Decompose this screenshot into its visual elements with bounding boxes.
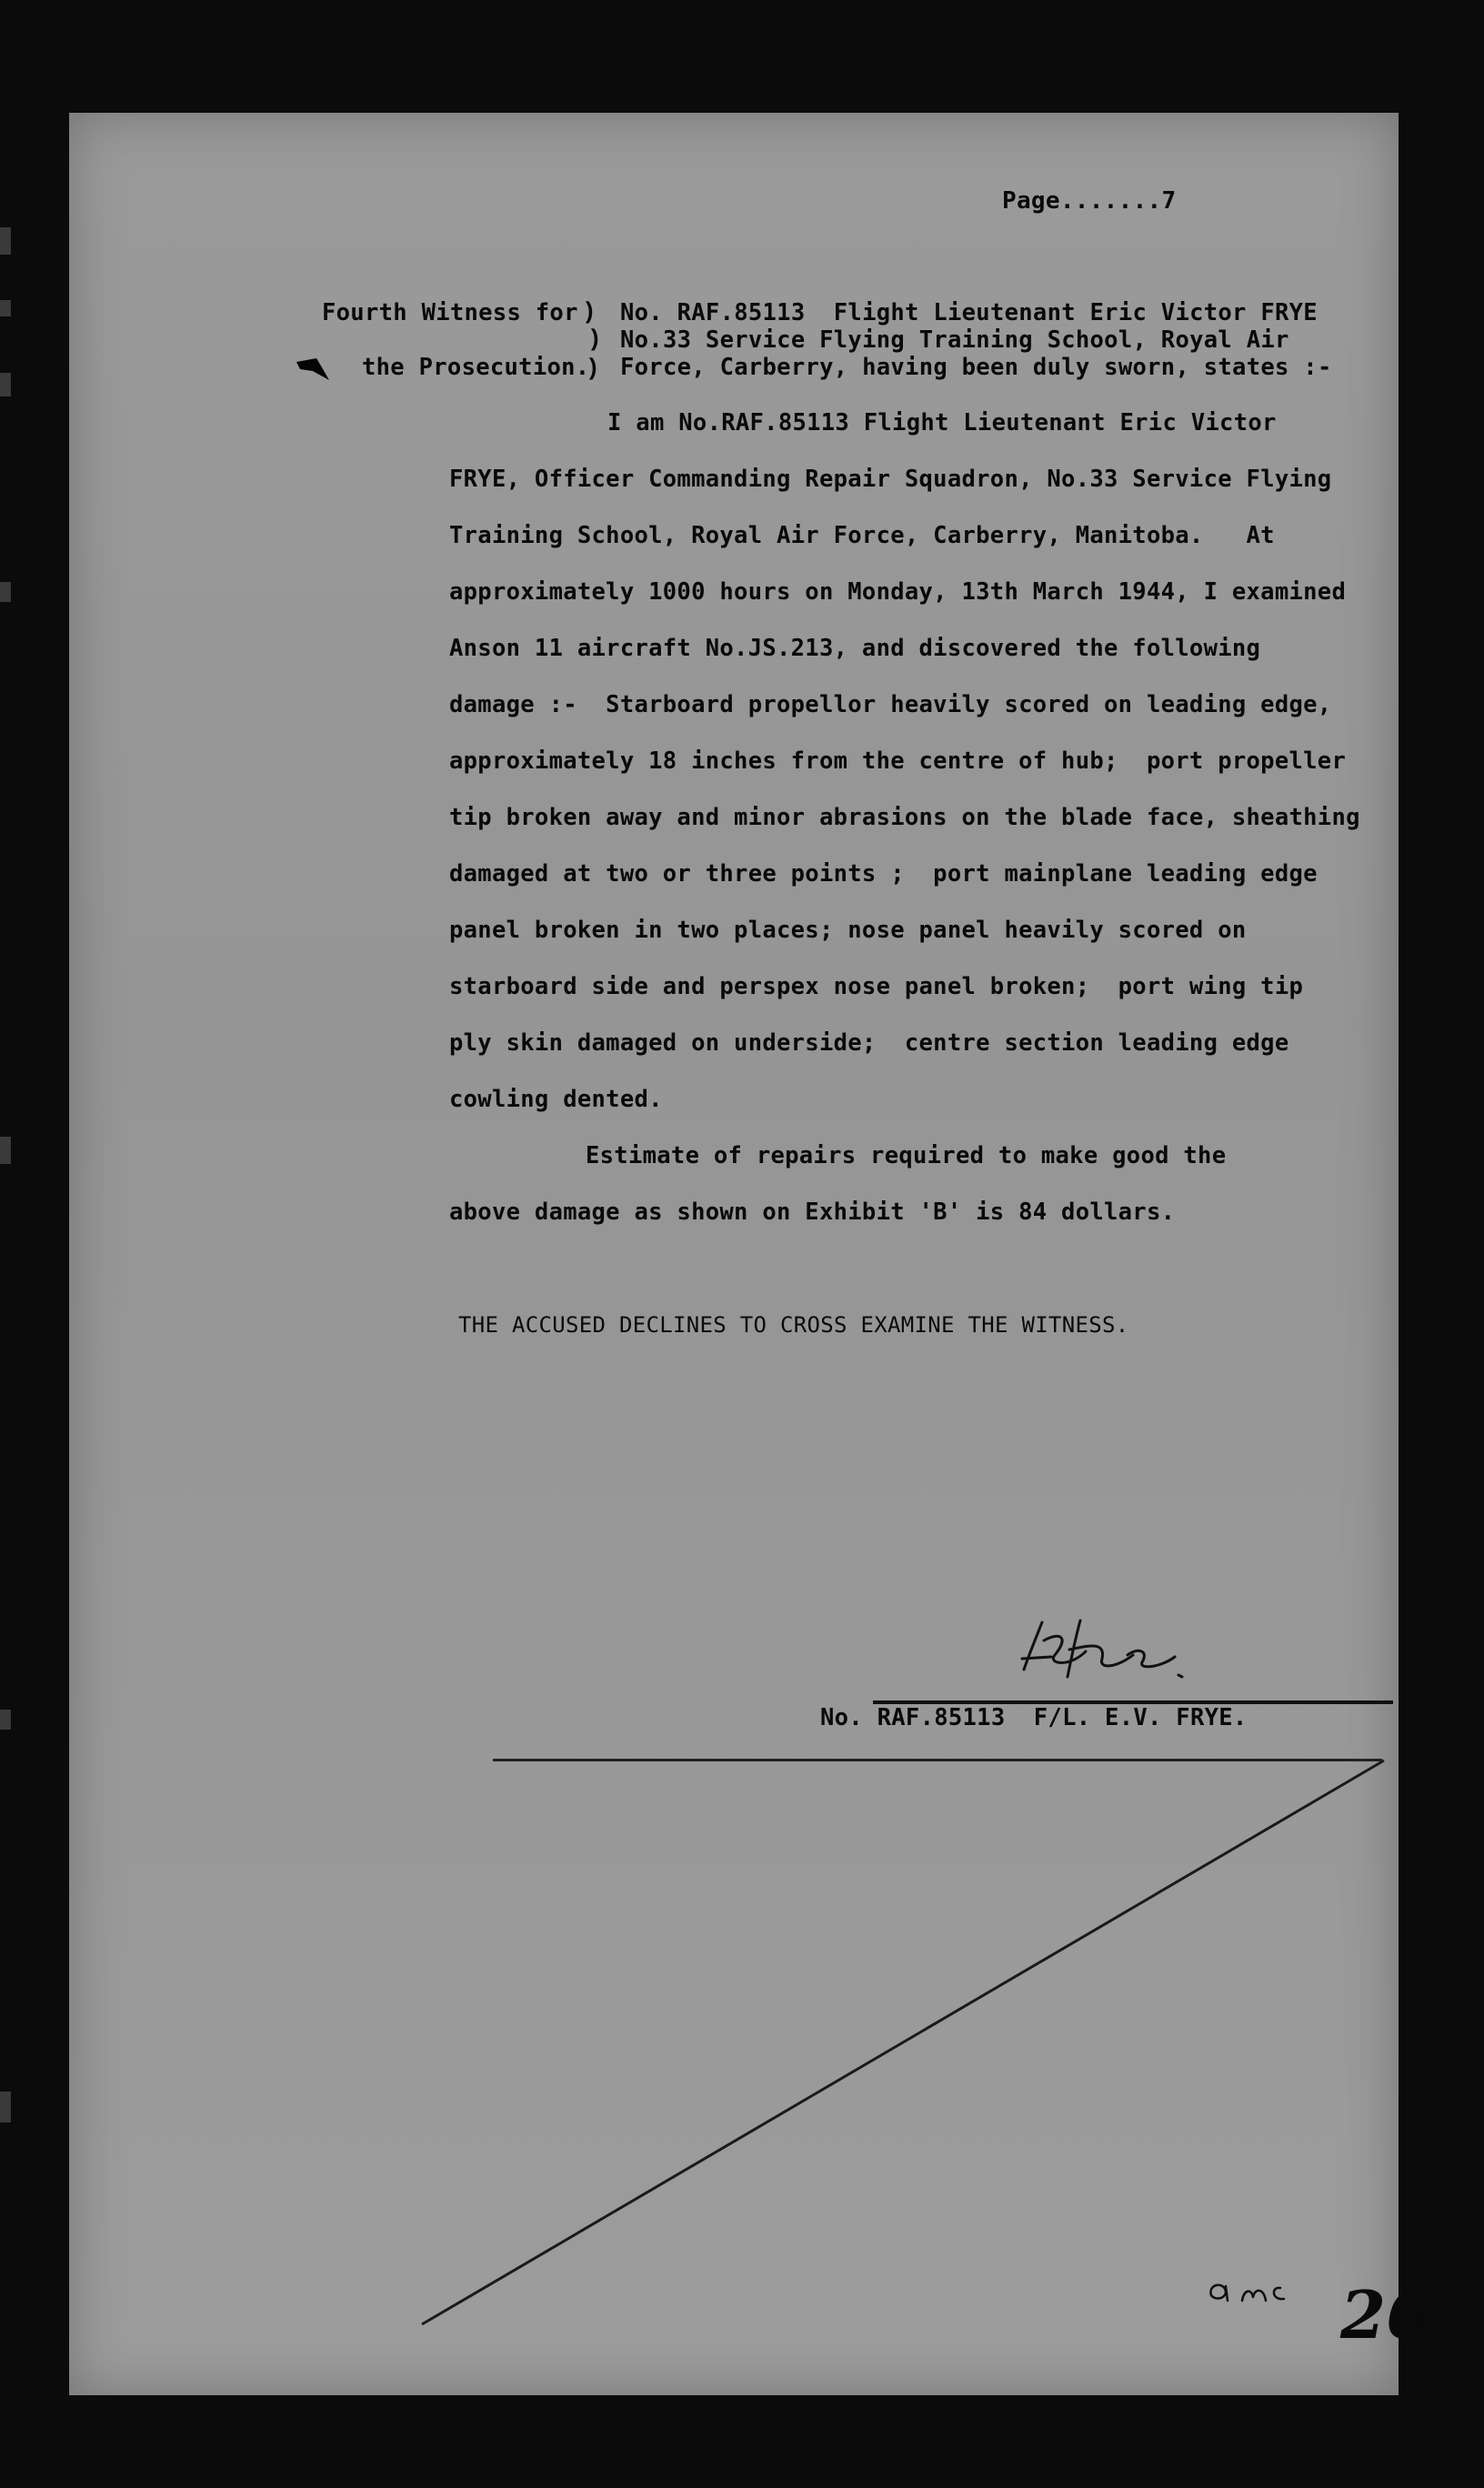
folio-number: 26: [1340, 2276, 1432, 2353]
accused-declines-note: THE ACCUSED DECLINES TO CROSS EXAMINE THE WITNESS.: [458, 1312, 1129, 1338]
estimate-line: above damage as shown on Exhibit 'B' is 84 dollars.: [449, 1199, 1176, 1226]
margin-handwriting: [1206, 2259, 1342, 2322]
page-number: Page.......7: [1002, 187, 1177, 215]
intro-line: No.33 Service Flying Training School, Royal Air: [620, 326, 1289, 354]
svg-text:): ): [586, 355, 600, 382]
statement-line: ply skin damaged on underside; centre section leading edge: [449, 1029, 1289, 1057]
document-page: [69, 113, 1432, 2395]
witness-label-line: the Prosecution.: [362, 354, 590, 381]
typed-signature-name: No. RAF.85113 F/L. E.V. FRYE.: [820, 1704, 1248, 1731]
estimate-line: Estimate of repairs required to make good the: [586, 1142, 1227, 1169]
svg-text:): ): [587, 326, 602, 353]
statement-line: tip broken away and minor abrasions on the blade face, sheathing: [449, 804, 1360, 831]
intro-line: No. RAF.85113 Flight Lieutenant Eric Victor FRYE: [620, 299, 1318, 326]
statement-line: I am No.RAF.85113 Flight Lieutenant Eric Victor: [607, 409, 1277, 436]
svg-text:): ): [582, 298, 597, 326]
statement-line: FRYE, Officer Commanding Repair Squadron, No.33 Service Flying: [449, 466, 1332, 493]
statement-line: Training School, Royal Air Force, Carberry, Manitoba. At: [449, 522, 1275, 549]
statement-line: cowling dented.: [449, 1086, 663, 1113]
witness-label-line: Fourth Witness for: [322, 299, 578, 326]
statement-line: Anson 11 aircraft No.JS.213, and discovered the following: [449, 635, 1261, 662]
statement-line: damaged at two or three points ; port mainplane leading edge: [449, 860, 1318, 888]
cancellation-diagonal: [69, 113, 1399, 2395]
statement-line: starboard side and perspex nose panel broken; port wing tip: [449, 973, 1304, 1000]
intro-line: Force, Carberry, having been duly sworn, states :-: [620, 354, 1332, 381]
statement-line: damage :- Starboard propellor heavily scored on leading edge,: [449, 691, 1332, 718]
statement-line: approximately 18 inches from the centre of hub; port propeller: [449, 747, 1347, 775]
statement-line: approximately 1000 hours on Monday, 13th March 1944, I examined: [449, 578, 1347, 606]
statement-line: panel broken in two places; nose panel heavily scored on: [449, 917, 1247, 944]
